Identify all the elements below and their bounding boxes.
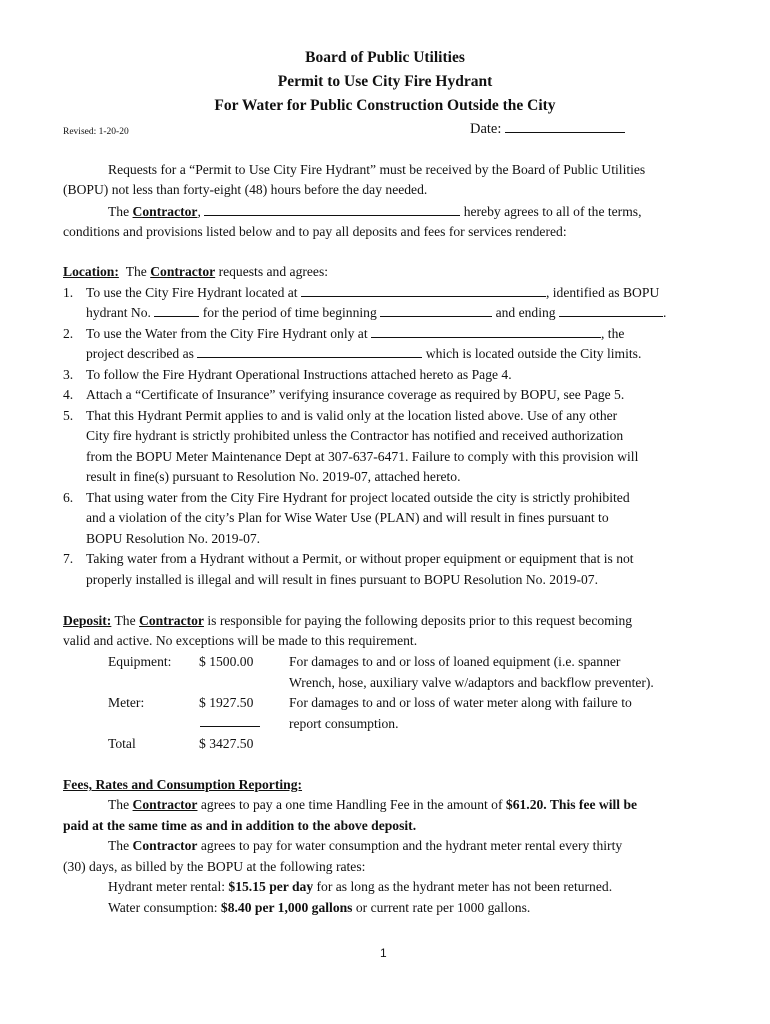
text-fragment: project described as bbox=[86, 346, 198, 361]
item-5-line-2: City fire hydrant is strictly prohibited unless the Contractor has notified and received authorization bbox=[86, 428, 624, 443]
text-fragment: , bbox=[197, 204, 201, 219]
sum-rule bbox=[200, 726, 260, 727]
text-fragment: The bbox=[108, 204, 133, 219]
text-fragment: and ending bbox=[492, 305, 559, 320]
item-number: 5. bbox=[63, 408, 74, 423]
location-heading-line bbox=[63, 263, 328, 280]
item-1-line-1 bbox=[86, 284, 659, 301]
page-number: 1 bbox=[380, 946, 387, 960]
text-fragment: requests and agrees: bbox=[215, 264, 329, 279]
deposit-desc-meter-1: For damages to and or loss of water meter along with failure to bbox=[289, 695, 632, 710]
item-number: 7. bbox=[63, 551, 74, 566]
fees-line-3 bbox=[108, 837, 622, 854]
text-fragment: hydrant No. bbox=[86, 305, 155, 320]
title-line-3: For Water for Public Construction Outside the City bbox=[214, 97, 556, 114]
deposit-amount-total: $ 3427.50 bbox=[199, 736, 254, 751]
contractor-term: Contractor bbox=[150, 264, 216, 279]
handling-fee: $61.20. This fee will be bbox=[505, 797, 638, 812]
date-label: Date: bbox=[470, 121, 502, 137]
text-fragment: , identified as BOPU bbox=[545, 285, 660, 300]
text-fragment: The bbox=[108, 838, 133, 853]
begin-date-blank bbox=[380, 304, 492, 317]
item-number: 2. bbox=[63, 326, 74, 341]
text-fragment: or current rate per 1000 gallons. bbox=[352, 900, 531, 915]
end-date-blank bbox=[559, 304, 663, 317]
deposit-amount-meter: $ 1927.50 bbox=[199, 695, 254, 710]
meter-rental-line bbox=[108, 878, 612, 895]
item-number: 4. bbox=[63, 387, 74, 402]
project-description-blank bbox=[197, 345, 422, 358]
contractor-term: Contractor bbox=[132, 797, 198, 812]
hydrant-location-blank bbox=[301, 284, 546, 297]
title-line-1: Board of Public Utilities bbox=[305, 49, 465, 66]
fees-line-1 bbox=[108, 796, 637, 813]
text-fragment: for the period of time beginning bbox=[199, 305, 381, 320]
water-consumption-line bbox=[108, 899, 530, 916]
text-fragment: The bbox=[108, 797, 133, 812]
contractor-term: Contractor bbox=[132, 838, 198, 853]
item-6-line-1: That using water from the City Fire Hydrant for project located outside the city is strictly prohibited bbox=[86, 490, 630, 505]
water-consumption-rate: $8.40 per 1,000 gallons bbox=[220, 900, 353, 915]
item-2-line-1 bbox=[86, 325, 624, 342]
item-7-line-1: Taking water from a Hydrant without a Permit, or without proper equipment or equipment that is not bbox=[86, 551, 634, 566]
text-fragment: Hydrant meter rental: bbox=[108, 879, 229, 894]
intro-line-4: conditions and provisions listed below and to pay all deposits and fees for services rendered: bbox=[63, 224, 567, 239]
fees-heading: Fees, Rates and Consumption Reporting: bbox=[63, 777, 303, 792]
contractor-term: Contractor bbox=[132, 204, 198, 219]
deposit-desc-meter-2: report consumption. bbox=[289, 716, 399, 731]
item-number: 3. bbox=[63, 367, 74, 382]
text-fragment: agrees to pay for water consumption and the hydrant meter rental every thirty bbox=[197, 838, 623, 853]
text-fragment: hereby agrees to all of the terms, bbox=[460, 204, 642, 219]
item-2-line-2 bbox=[86, 345, 641, 362]
intro-line-2: (BOPU) not less than forty-eight (48) hours before the day needed. bbox=[63, 182, 428, 197]
date-blank bbox=[505, 120, 625, 133]
text-fragment: To use the City Fire Hydrant located at bbox=[86, 285, 301, 300]
item-1-line-2 bbox=[86, 304, 666, 321]
item-3-line-1: To follow the Fire Hydrant Operational Instructions attached hereto as Page 4. bbox=[86, 367, 512, 382]
text-fragment: which is located outside the City limits. bbox=[422, 346, 642, 361]
deposit-line-1 bbox=[63, 612, 632, 629]
item-5-line-3: from the BOPU Meter Maintenance Dept at 307-637-6471. Failure to comply with this provision will bbox=[86, 449, 639, 464]
item-4-line-1: Attach a “Certificate of Insurance” verifying insurance coverage as required by BOPU, see Page 5. bbox=[86, 387, 625, 402]
deposit-line-2: valid and active. No exceptions will be made to this requirement. bbox=[63, 633, 418, 648]
title-line-2: Permit to Use City Fire Hydrant bbox=[277, 73, 493, 90]
text-fragment: for as long as the hydrant meter has not been returned. bbox=[313, 879, 613, 894]
text-fragment: Water consumption: bbox=[108, 900, 221, 915]
item-5-line-4: result in fine(s) pursuant to Resolution No. 2019-07, attached hereto. bbox=[86, 469, 461, 484]
item-number: 1. bbox=[63, 285, 74, 300]
date-field bbox=[470, 120, 625, 138]
meter-rental-rate: $15.15 per day bbox=[228, 879, 314, 894]
item-6-line-3: BOPU Resolution No. 2019-07. bbox=[86, 531, 261, 546]
text-fragment: To use the Water from the City Fire Hydrant only at bbox=[86, 326, 371, 341]
hydrant-number-blank bbox=[154, 304, 199, 317]
item-6-line-2: and a violation of the city’s Plan for Wise Water Use (PLAN) and will result in fines pursuant to bbox=[86, 510, 609, 525]
text-fragment: The bbox=[111, 613, 140, 628]
item-number: 6. bbox=[63, 490, 74, 505]
deposit-label-meter: Meter: bbox=[108, 695, 145, 710]
intro-line-1: Requests for a “Permit to Use City Fire Hydrant” must be received by the Board of Public Utilities bbox=[108, 162, 646, 177]
contractor-name-blank bbox=[204, 203, 460, 216]
item-7-line-2: properly installed is illegal and will result in fines pursuant to BOPU Resolution No. 2019-07. bbox=[86, 572, 598, 587]
deposit-desc-equipment-2: Wrench, hose, auxiliary valve w/adaptors and backflow preventer). bbox=[289, 675, 654, 690]
fees-line-4: (30) days, as billed by the BOPU at the following rates: bbox=[63, 859, 366, 874]
text-fragment: , the bbox=[601, 326, 625, 341]
item-5-line-1: That this Hydrant Permit applies to and is valid only at the location listed above. Use of any other bbox=[86, 408, 618, 423]
text-fragment: is responsible for paying the following deposits prior to this request becoming bbox=[203, 613, 633, 628]
text-fragment: The bbox=[125, 264, 151, 279]
deposit-desc-equipment-1: For damages to and or loss of loaned equipment (i.e. spanner bbox=[289, 654, 621, 669]
deposit-label-equipment: Equipment: bbox=[108, 654, 172, 669]
deposit-amount-equipment: $ 1500.00 bbox=[199, 654, 254, 669]
contractor-term: Contractor bbox=[139, 613, 204, 628]
contractor-agreement-line bbox=[108, 203, 641, 220]
location-heading: Location: bbox=[63, 264, 119, 279]
fees-line-2: paid at the same time as and in addition to the above deposit. bbox=[63, 818, 417, 833]
deposit-label-total: Total bbox=[108, 736, 136, 751]
deposit-heading: Deposit: bbox=[63, 613, 112, 628]
text-fragment: agrees to pay a one time Handling Fee in the amount of bbox=[197, 797, 506, 812]
revised-date: Revised: 1-20-20 bbox=[63, 127, 129, 137]
text-fragment: . bbox=[663, 305, 667, 320]
water-location-blank bbox=[371, 325, 601, 338]
